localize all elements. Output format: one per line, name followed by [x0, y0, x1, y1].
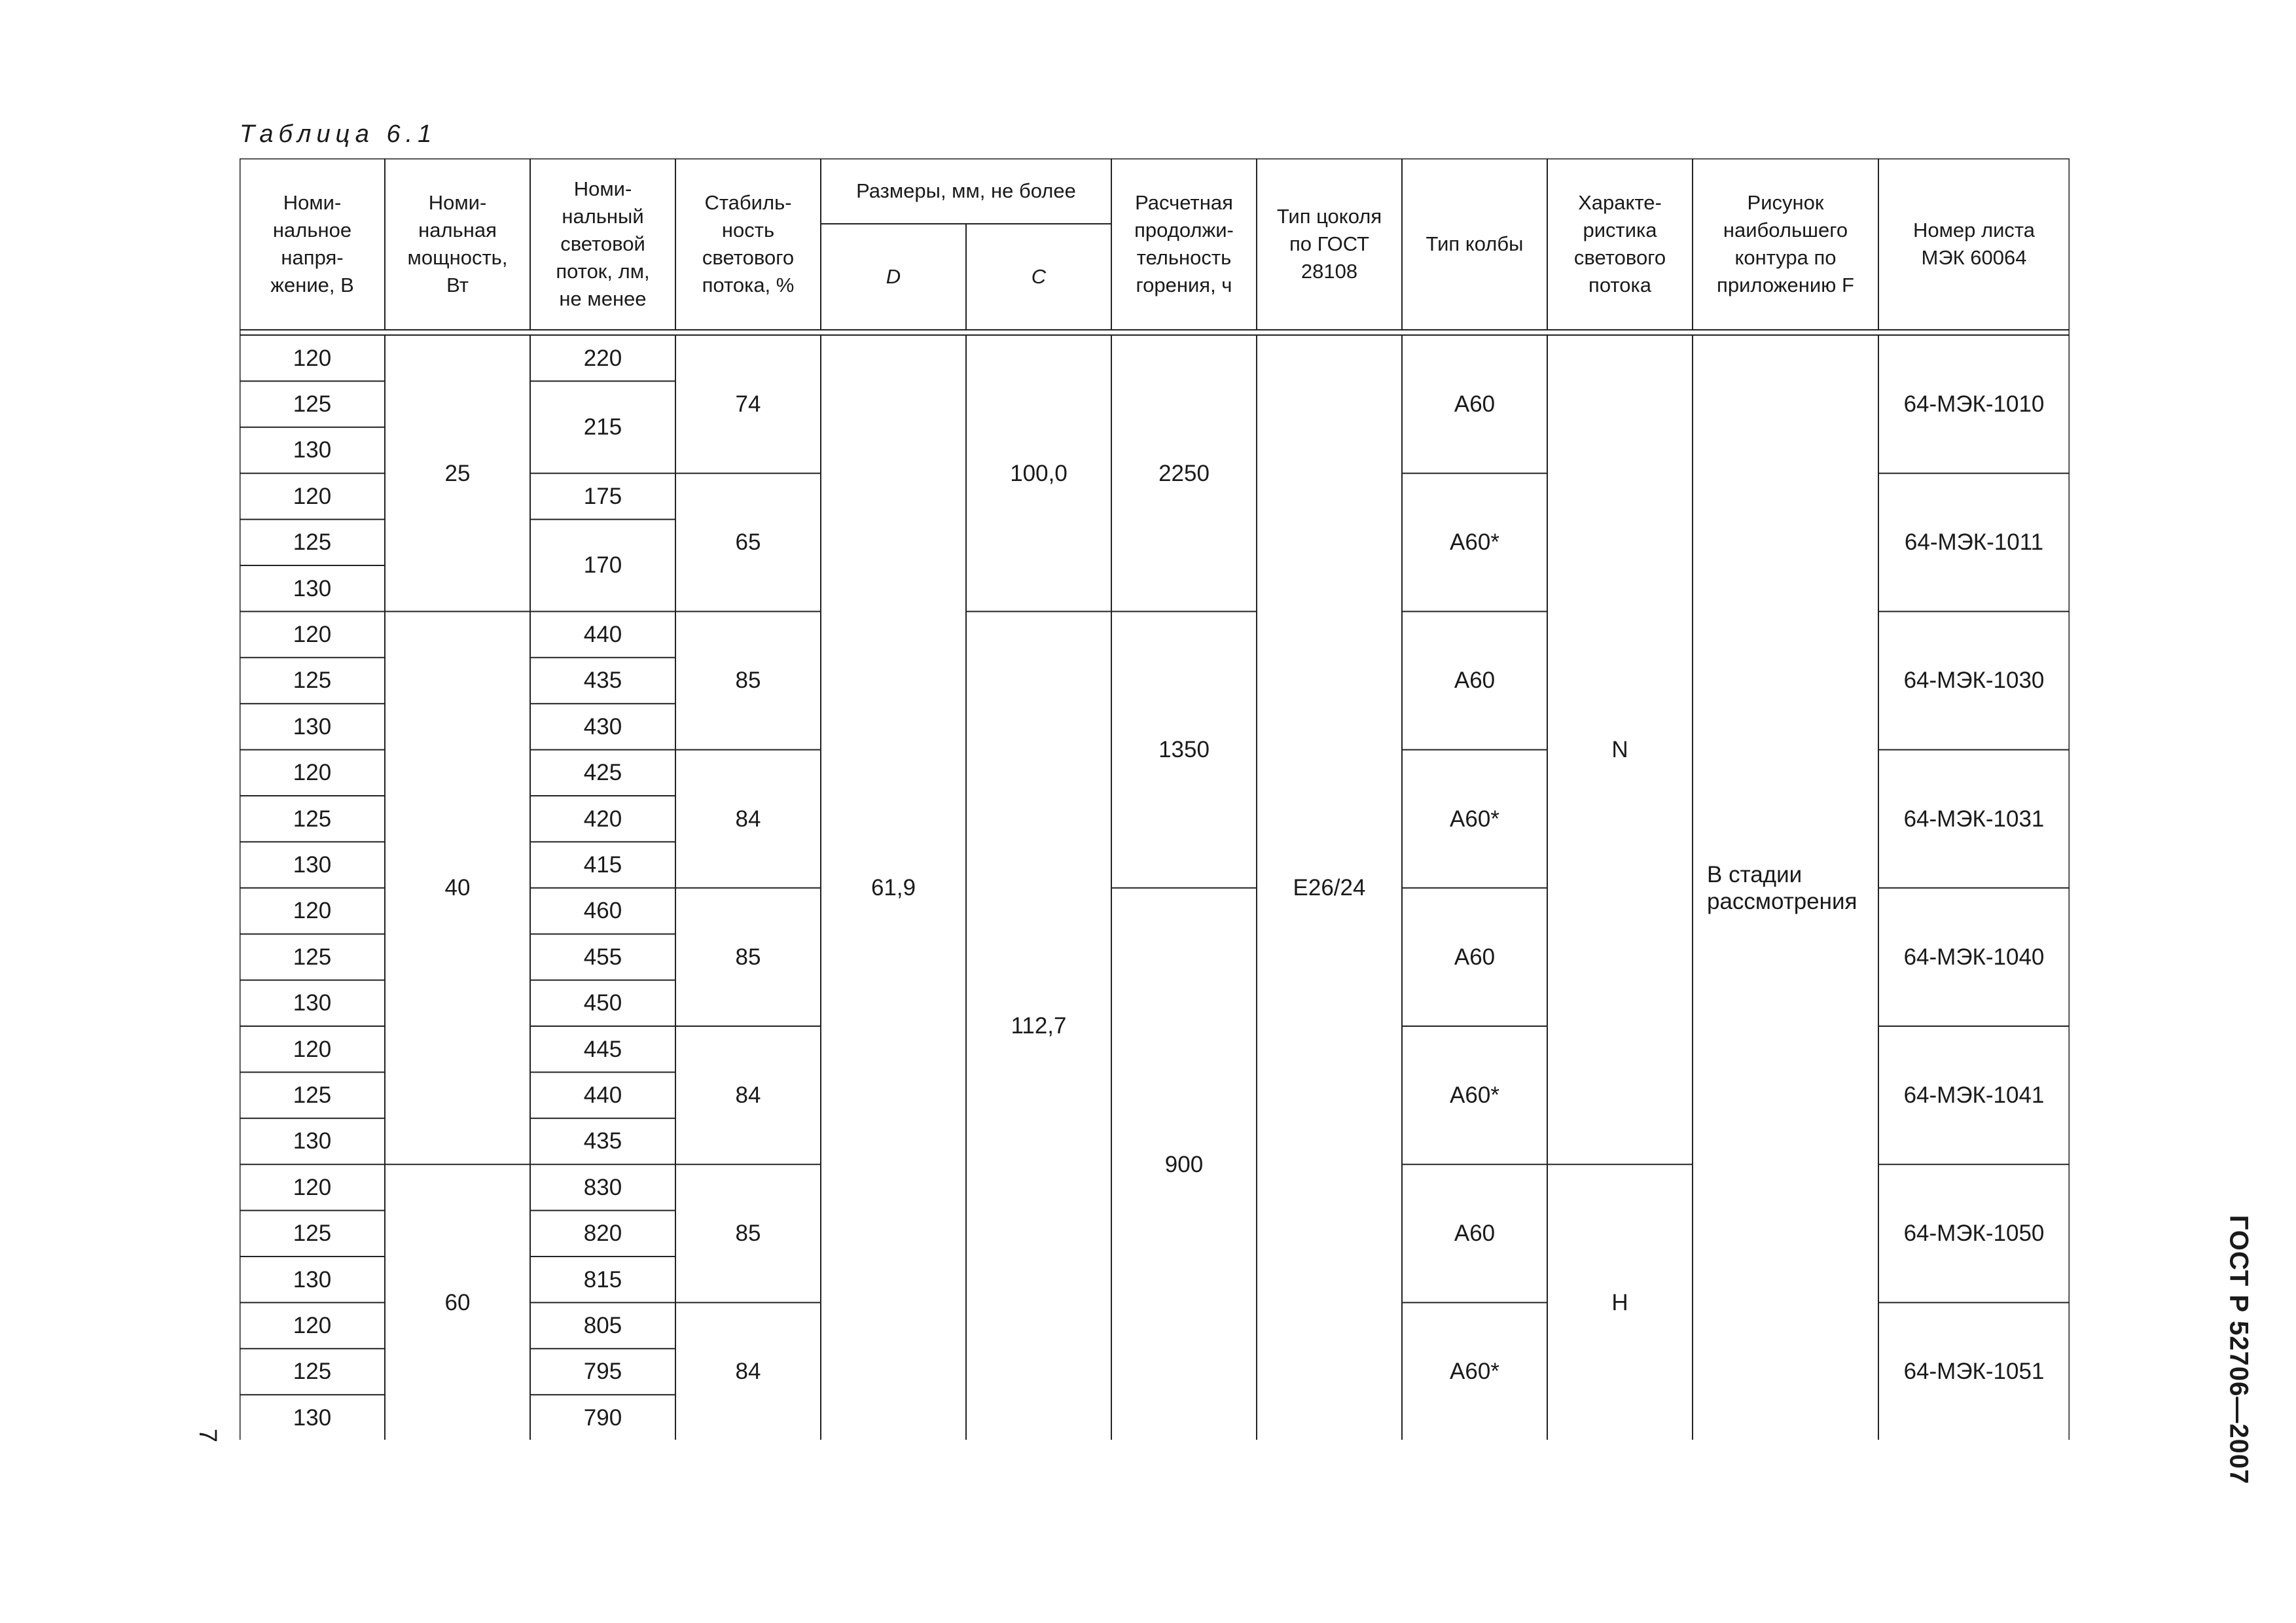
- header-outline: [1693, 158, 1878, 330]
- header-bulb: [1402, 158, 1547, 330]
- voltage-cell-text: 120: [293, 760, 332, 786]
- stability-cell: [675, 750, 821, 888]
- stability-cell-text: 65: [735, 529, 761, 556]
- flux-cell-text: 420: [583, 806, 622, 832]
- bulb-cell: [1402, 335, 1547, 473]
- voltage-cell: [240, 1395, 385, 1440]
- dim-c-cell: [966, 335, 1111, 611]
- power-cell: [385, 1164, 530, 1440]
- header-life: [1111, 158, 1257, 330]
- dim-c-cell: [966, 611, 1111, 1440]
- voltage-cell: [240, 842, 385, 887]
- sheet-cell-text: 64-МЭК-1030: [1903, 668, 2045, 694]
- stability-cell: [675, 1164, 821, 1302]
- sheet-cell: [1878, 473, 2070, 611]
- bulb-cell-text: A60*: [1450, 806, 1499, 832]
- flux-cell-text: 805: [583, 1313, 622, 1339]
- voltage-cell: [240, 1118, 385, 1164]
- voltage-cell: [240, 381, 385, 427]
- flux-cell-text: 415: [583, 852, 622, 878]
- voltage-cell: [240, 704, 385, 749]
- voltage-cell-text: 120: [293, 1174, 332, 1200]
- voltage-cell: [240, 1257, 385, 1302]
- flux-cell-text: 170: [583, 552, 622, 579]
- flux-cell: [530, 473, 675, 519]
- flux-cell: [530, 888, 675, 934]
- flux-cell: [530, 1302, 675, 1348]
- flux-cell-text: 435: [583, 668, 622, 694]
- voltage-cell: [240, 934, 385, 980]
- voltage-cell-text: 130: [293, 575, 332, 601]
- bulb-cell-text: A60: [1454, 391, 1496, 418]
- power-cell-text: 25: [444, 460, 471, 486]
- header-stability-text: Стабиль- ность светового потока, %: [702, 191, 795, 296]
- voltage-cell-text: 130: [293, 852, 332, 878]
- bulb-cell-text: A60: [1454, 1221, 1496, 1247]
- voltage-cell-text: 130: [293, 1128, 332, 1154]
- flux-cell-text: 790: [583, 1404, 622, 1431]
- voltage-cell: [240, 1349, 385, 1395]
- flux-cell-text: 220: [583, 345, 622, 371]
- table-caption: Таблица 6.1: [240, 120, 437, 148]
- life-cell: [1111, 888, 1257, 1441]
- voltage-cell-text: 120: [293, 1036, 332, 1062]
- header-dim-d: [821, 224, 966, 330]
- bulb-cell-text: A60*: [1450, 1359, 1499, 1385]
- flux-cell-text: 460: [583, 898, 622, 924]
- voltage-cell: [240, 1164, 385, 1210]
- flux-cell: [530, 1257, 675, 1302]
- flux-char-cell-text: H: [1611, 1289, 1628, 1315]
- stability-cell: [675, 1026, 821, 1164]
- voltage-cell: [240, 980, 385, 1026]
- voltage-cell: [240, 427, 385, 473]
- flux-cell: [530, 658, 675, 704]
- voltage-cell: [240, 888, 385, 934]
- flux-cell: [530, 335, 675, 381]
- life-cell: [1111, 335, 1257, 611]
- bulb-cell: [1402, 750, 1547, 888]
- sheet-cell: [1878, 335, 2070, 473]
- flux-cell-text: 440: [583, 1082, 622, 1109]
- flux-char-cell: [1547, 1164, 1693, 1440]
- voltage-cell-text: 125: [293, 944, 332, 970]
- stability-cell-text: 85: [735, 668, 761, 694]
- bulb-cell-text: A60*: [1450, 1082, 1499, 1109]
- flux-cell-text: 450: [583, 990, 622, 1016]
- bulb-cell: [1402, 1164, 1547, 1302]
- flux-cell: [530, 1211, 675, 1257]
- stability-cell: [675, 473, 821, 611]
- voltage-cell: [240, 520, 385, 565]
- flux-cell-text: 445: [583, 1036, 622, 1062]
- stability-cell-text: 74: [735, 391, 761, 418]
- bulb-cell: [1402, 888, 1547, 1026]
- header-sheet: [1878, 158, 2070, 330]
- voltage-cell-text: 120: [293, 622, 332, 648]
- stability-cell: [675, 335, 821, 473]
- bulb-cell-text: A60: [1454, 668, 1496, 694]
- dim-d-cell: [821, 335, 966, 1441]
- dim-c-cell-text: 112,7: [1011, 1013, 1067, 1039]
- voltage-cell: [240, 658, 385, 704]
- flux-cell: [530, 1164, 675, 1210]
- flux-cell: [530, 1072, 675, 1118]
- voltage-cell-text: 130: [293, 713, 332, 740]
- sheet-cell: [1878, 888, 2070, 1026]
- power-cell: [385, 611, 530, 1164]
- header-dim-c-text: C: [1031, 265, 1047, 288]
- voltage-cell: [240, 473, 385, 519]
- stability-cell-text: 85: [735, 1221, 761, 1247]
- flux-cell: [530, 750, 675, 796]
- life-cell-text: 900: [1164, 1151, 1204, 1177]
- sheet-cell: [1878, 611, 2070, 749]
- life-cell-text: 1350: [1158, 737, 1210, 763]
- bulb-cell: [1402, 611, 1547, 749]
- cap-cell-text: E26/24: [1293, 875, 1366, 901]
- flux-cell: [530, 1026, 675, 1072]
- bulb-cell: [1402, 473, 1547, 611]
- voltage-cell: [240, 565, 385, 611]
- stability-cell-text: 85: [735, 944, 761, 970]
- flux-cell: [530, 1349, 675, 1395]
- stability-cell-text: 84: [735, 806, 761, 832]
- flux-cell-text: 820: [583, 1221, 622, 1247]
- power-cell-text: 60: [444, 1289, 471, 1315]
- flux-cell-text: 440: [583, 622, 622, 648]
- voltage-cell-text: 130: [293, 437, 332, 463]
- dim-c-cell-text: 100,0: [1010, 460, 1067, 486]
- sheet-cell-text: 64-МЭК-1010: [1903, 391, 2045, 418]
- dim-d-cell-text: 61,9: [870, 875, 916, 901]
- flux-cell: [530, 1118, 675, 1164]
- voltage-cell: [240, 1211, 385, 1257]
- voltage-cell: [240, 796, 385, 842]
- life-cell-text: 2250: [1158, 460, 1210, 486]
- page-number: 7: [194, 1428, 222, 1443]
- stability-cell: [675, 888, 821, 1026]
- sheet-cell: [1878, 750, 2070, 888]
- voltage-cell-text: 125: [293, 668, 332, 694]
- flux-cell: [530, 980, 675, 1026]
- flux-cell-text: 430: [583, 713, 622, 740]
- bulb-cell: [1402, 1302, 1547, 1440]
- voltage-cell-text: 120: [293, 898, 332, 924]
- header-stability: [675, 158, 821, 330]
- document-code: ГОСТ Р 52706—2007: [2224, 1215, 2253, 1485]
- stability-cell-text: 84: [735, 1359, 761, 1385]
- power-cell-text: 40: [444, 875, 471, 901]
- flux-cell: [530, 842, 675, 887]
- sheet-cell-text: 64-МЭК-1041: [1903, 1082, 2045, 1109]
- header-sheet-text: Номер листа МЭК 60064: [1912, 219, 2036, 269]
- voltage-cell: [240, 1302, 385, 1348]
- sheet-cell-text: 64-МЭК-1031: [1903, 806, 2045, 832]
- flux-char-cell-text: N: [1611, 737, 1628, 763]
- header-flux-char-text: Характе- ристика светового потока: [1573, 191, 1666, 296]
- specification-table: [240, 158, 2070, 1440]
- header-life-text: Расчетная продолжи- тельность горения, ч: [1134, 191, 1234, 296]
- voltage-cell: [240, 1072, 385, 1118]
- stability-cell: [675, 1302, 821, 1440]
- sheet-cell: [1878, 1164, 2070, 1302]
- sheet-cell-text: 64-МЭК-1050: [1903, 1221, 2045, 1247]
- voltage-cell-text: 130: [293, 990, 332, 1016]
- header-bulb-text: Тип колбы: [1426, 232, 1524, 255]
- bulb-cell-text: A60: [1454, 944, 1496, 970]
- outline-cell-text: В стадии рассмотрения: [1707, 861, 1857, 914]
- flux-cell: [530, 934, 675, 980]
- voltage-cell-text: 125: [293, 1359, 332, 1385]
- voltage-cell-text: 125: [293, 1082, 332, 1109]
- sheet-cell-text: 64-МЭК-1040: [1903, 944, 2045, 970]
- voltage-cell-text: 120: [293, 483, 332, 509]
- header-flux: [530, 158, 675, 330]
- header-outline-text: Рисунок наибольшего контура по приложению F: [1717, 191, 1854, 296]
- stability-cell: [675, 611, 821, 749]
- header-cap-text: Тип цоколя по ГОСТ 28108: [1276, 205, 1382, 283]
- power-cell: [385, 335, 530, 611]
- flux-cell-text: 815: [583, 1266, 622, 1293]
- voltage-cell: [240, 750, 385, 796]
- stability-cell-text: 84: [735, 1082, 761, 1109]
- flux-cell-text: 425: [583, 760, 622, 786]
- header-dim-c: [966, 224, 1111, 330]
- header-flux-text: Номи- нальный световой поток, лм, не менее: [556, 177, 650, 310]
- flux-cell-text: 175: [583, 483, 622, 509]
- voltage-cell-text: 130: [293, 1266, 332, 1293]
- header-dim-d-text: D: [886, 265, 901, 288]
- flux-cell: [530, 381, 675, 473]
- voltage-cell-text: 120: [293, 1313, 332, 1339]
- flux-cell: [530, 520, 675, 612]
- header-dimensions-text: Размеры, мм, не более: [856, 179, 1076, 202]
- voltage-cell-text: 125: [293, 806, 332, 832]
- flux-cell-text: 830: [583, 1174, 622, 1200]
- life-cell: [1111, 611, 1257, 887]
- voltage-cell-text: 125: [293, 1221, 332, 1247]
- sheet-cell-text: 64-МЭК-1011: [1904, 529, 2044, 556]
- flux-cell: [530, 1395, 675, 1440]
- sheet-cell: [1878, 1302, 2070, 1440]
- header-flux-char: [1547, 158, 1693, 330]
- flux-cell-text: 795: [583, 1359, 622, 1385]
- header-voltage: [240, 158, 385, 330]
- flux-cell-text: 435: [583, 1128, 622, 1154]
- voltage-cell: [240, 335, 385, 381]
- voltage-cell-text: 125: [293, 529, 332, 556]
- flux-cell-text: 455: [583, 944, 622, 970]
- sheet-cell: [1878, 1026, 2070, 1164]
- flux-cell: [530, 611, 675, 657]
- header-dimensions: [821, 158, 1111, 224]
- outline-cell: [1693, 335, 1878, 1441]
- header-power: [385, 158, 530, 330]
- cap-cell: [1257, 335, 1402, 1441]
- bulb-cell: [1402, 1026, 1547, 1164]
- flux-cell-text: 215: [583, 414, 622, 440]
- flux-cell: [530, 796, 675, 842]
- sheet-cell-text: 64-МЭК-1051: [1903, 1359, 2045, 1385]
- voltage-cell: [240, 611, 385, 657]
- flux-cell: [530, 704, 675, 749]
- voltage-cell-text: 120: [293, 345, 332, 371]
- voltage-cell-text: 125: [293, 391, 332, 418]
- bulb-cell-text: A60*: [1450, 529, 1499, 556]
- header-power-text: Номи- нальная мощность, Вт: [407, 191, 508, 296]
- header-cap: [1257, 158, 1402, 330]
- voltage-cell: [240, 1026, 385, 1072]
- flux-char-cell: [1547, 335, 1693, 1164]
- header-voltage-text: Номи- нальное напря- жение, В: [270, 191, 354, 296]
- voltage-cell-text: 130: [293, 1404, 332, 1431]
